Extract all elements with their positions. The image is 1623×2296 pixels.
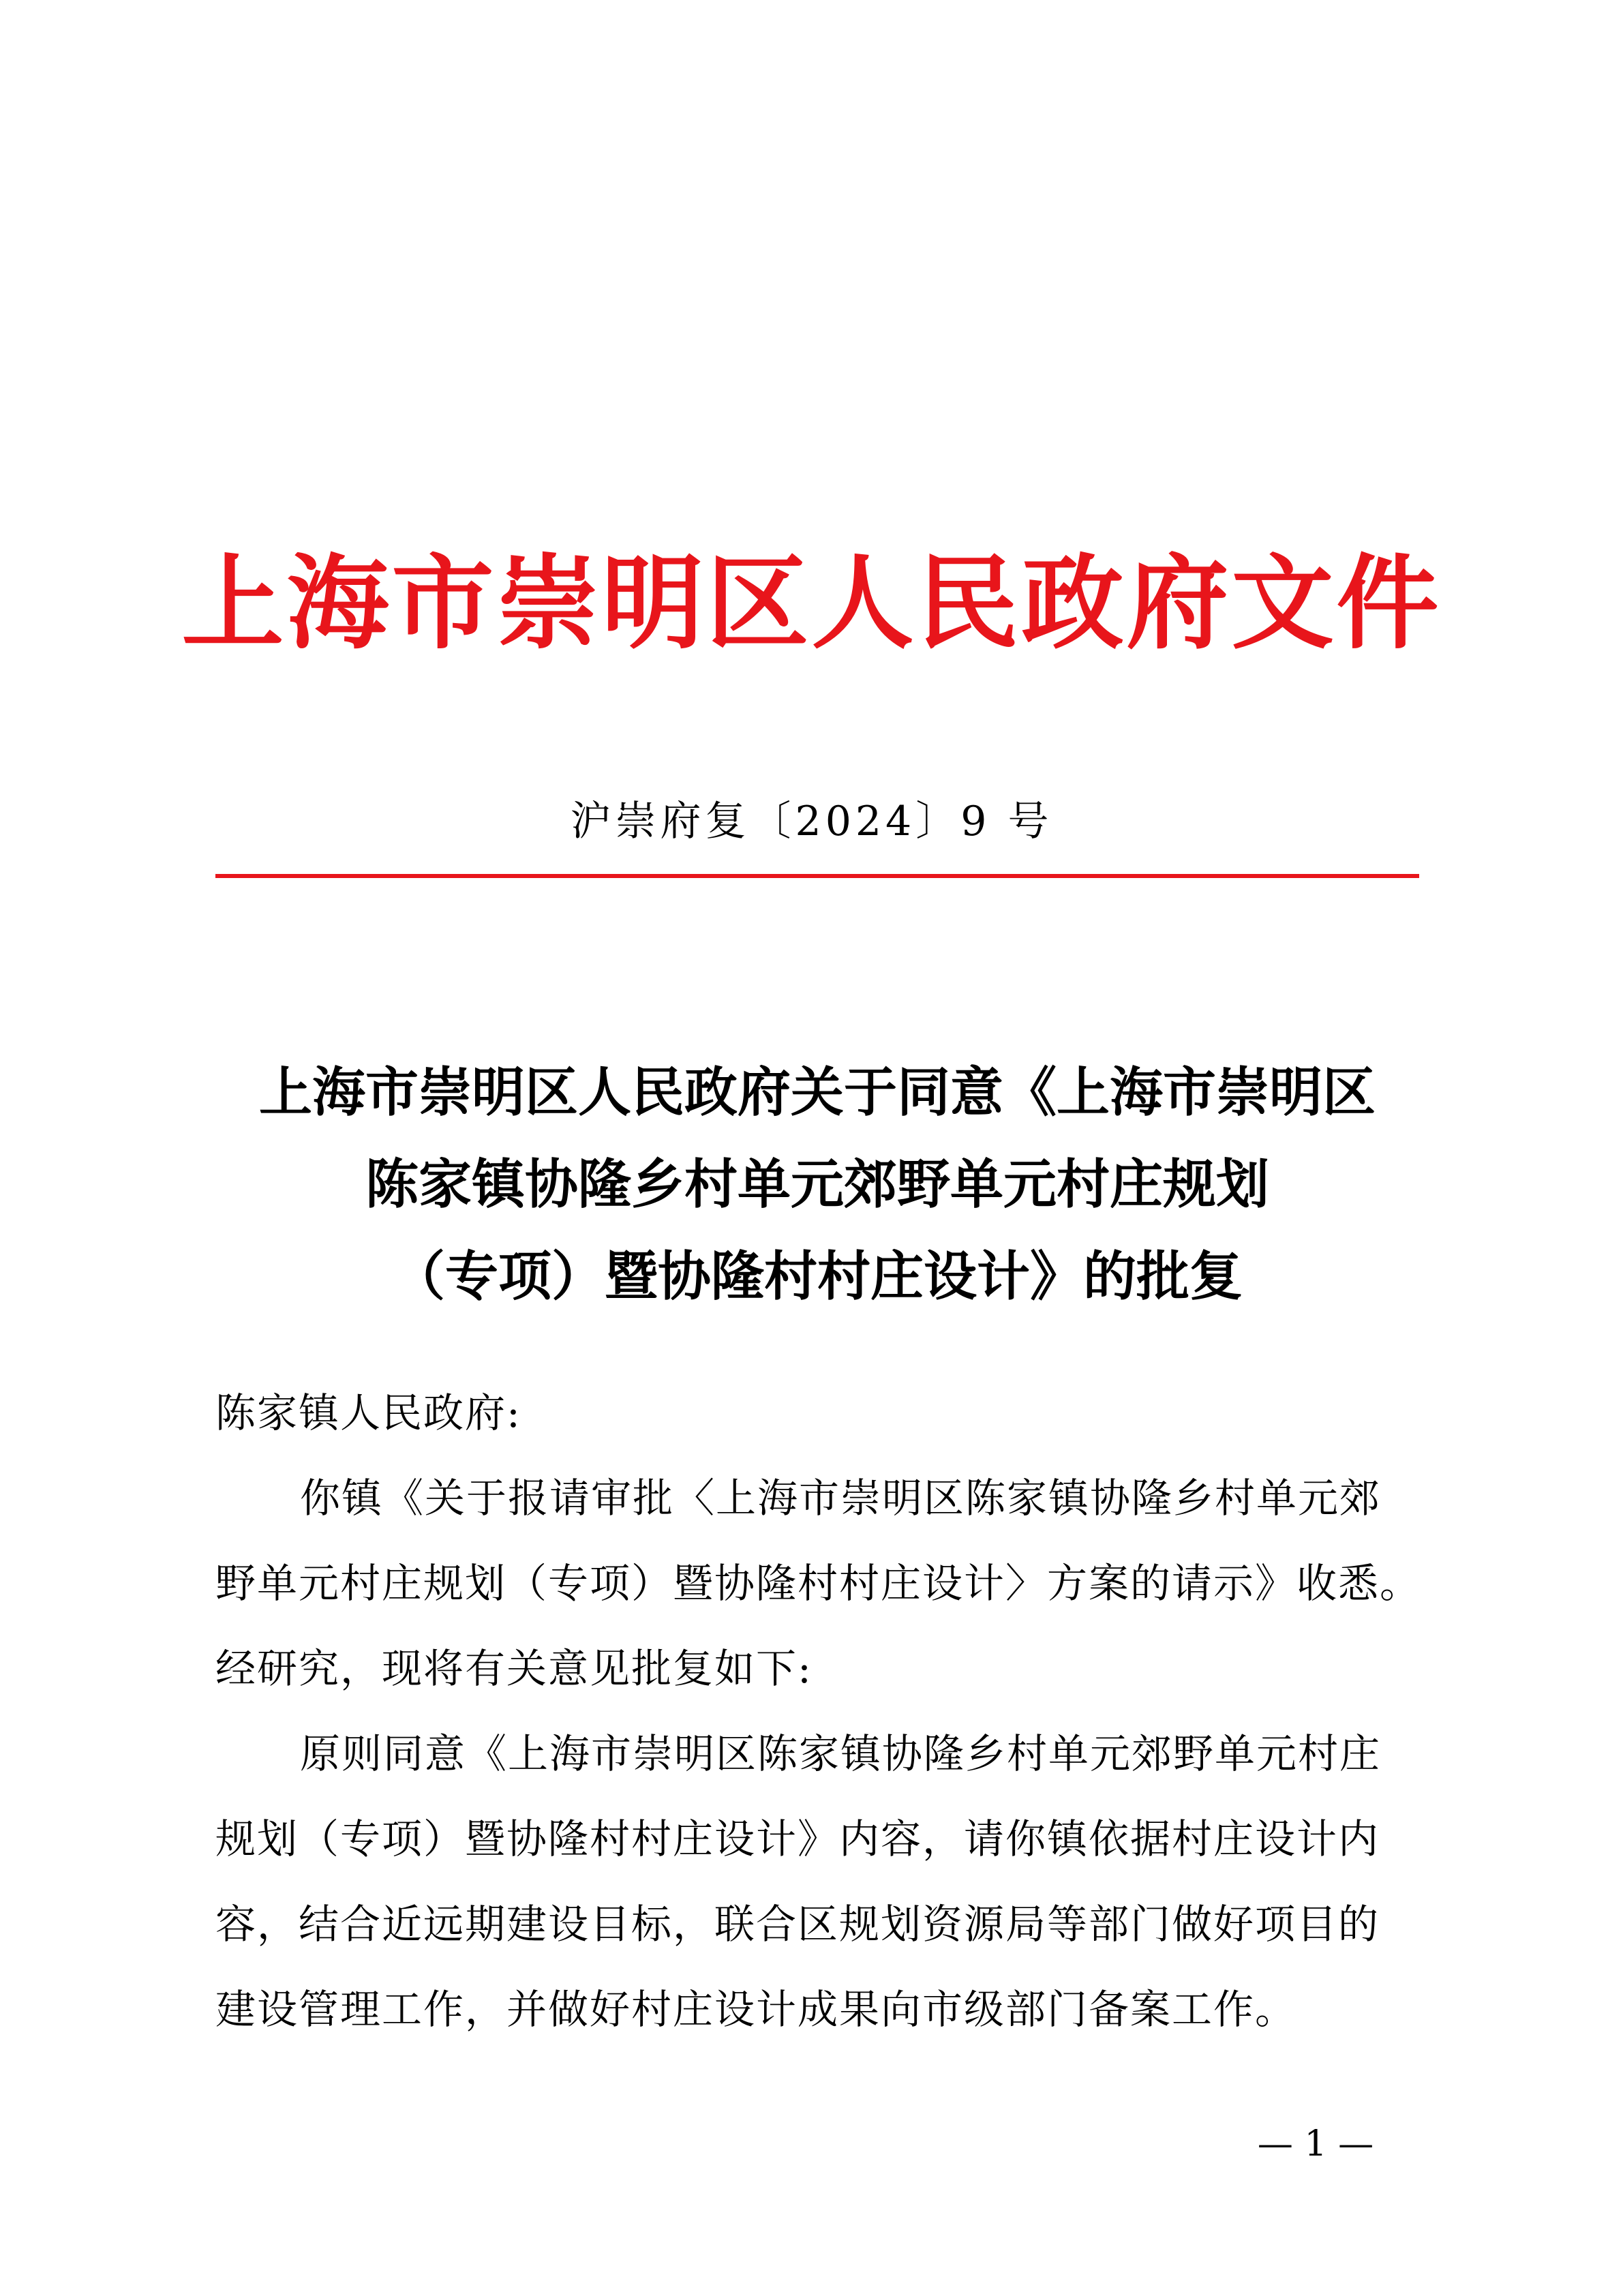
paragraph-line: 容，结合近远期建设目标，联合区规划资源局等部门做好项目的 <box>215 1901 1380 1948</box>
paragraph-line: 野单元村庄规划（专项）暨协隆村村庄设计〉方案的请示》收悉。 <box>215 1560 1422 1607</box>
paragraph-line: 你镇《关于报请审批〈上海市崇明区陈家镇协隆乡村单元郊 <box>300 1475 1382 1522</box>
document-number: 沪崇府复〔2024〕9 号 <box>570 798 1053 845</box>
salutation: 陈家镇人民政府: <box>215 1389 521 1436</box>
paragraph-line: 经研究，现将有关意见批复如下: <box>215 1645 813 1692</box>
red-separator-rule <box>215 874 1419 878</box>
masthead-title: 上海市崇明区人民政府文件 <box>181 543 1442 663</box>
title-line: （专项）暨协隆村村庄设计》的批复 <box>391 1245 1243 1308</box>
document-title <box>215 1046 1419 1323</box>
paragraph-line: 规划（专项）暨协隆村村庄设计》内容，请你镇依据村庄设计内 <box>215 1815 1380 1862</box>
paragraph-line: 建设管理工作，并做好村庄设计成果向市级部门备案工作。 <box>215 1986 1297 2033</box>
paragraph-line: 原则同意《上海市崇明区陈家镇协隆乡村单元郊野单元村庄 <box>300 1730 1382 1777</box>
title-line: 上海市崇明区人民政府关于同意《上海市崇明区 <box>258 1061 1376 1123</box>
title-line: 陈家镇协隆乡村单元郊野单元村庄规划 <box>365 1153 1269 1215</box>
page-number: — 1 — <box>1257 2124 1374 2164</box>
